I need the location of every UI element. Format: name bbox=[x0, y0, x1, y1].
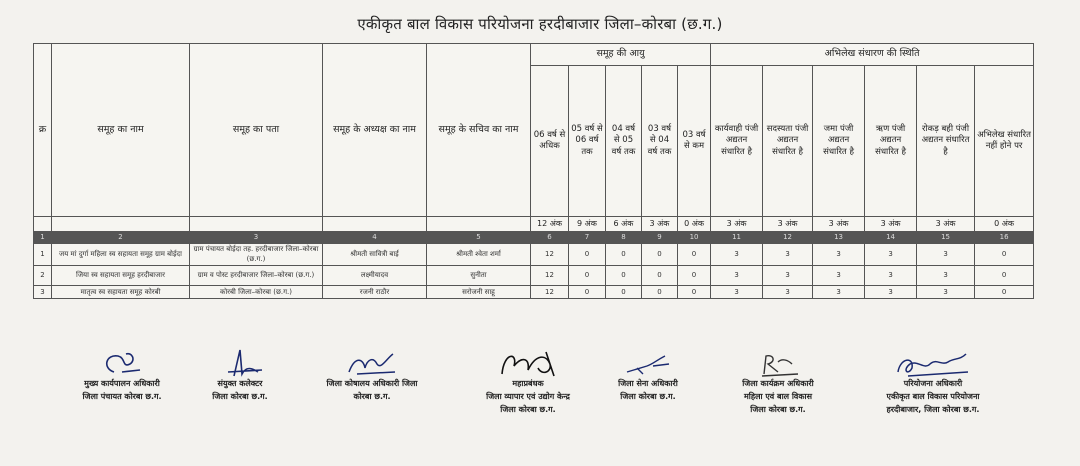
column-number: 14 bbox=[865, 232, 917, 244]
row-president: रजनी राठौर bbox=[323, 286, 427, 299]
signatory-designation: परियोजना अधिकारी bbox=[903, 379, 963, 388]
signatory-designation: महाप्रबंधक bbox=[512, 379, 544, 388]
signatory-district-army-officer bbox=[598, 348, 698, 404]
header-age-4-5: 04 वर्ष से 05 वर्ष तक bbox=[606, 66, 642, 217]
signatory-office: जिला कोरबा छ.ग. bbox=[620, 391, 676, 401]
header-secretary-name: समूह के सचिव का नाम bbox=[427, 44, 531, 217]
row-value: 3 bbox=[917, 286, 975, 299]
header-group-address: समूह का पता bbox=[190, 44, 323, 217]
row-value: 3 bbox=[865, 244, 917, 266]
row-group-name: जय मां दुर्गा महिला स्व सहायता समूह ग्राम बोईदा bbox=[52, 244, 190, 266]
signatory-designation: जिला कार्यक्रम अधिकारी bbox=[742, 379, 814, 388]
signatory-designation: संयुक्त कलेक्टर bbox=[217, 379, 263, 388]
handwritten-signature-icon bbox=[92, 348, 152, 378]
signatory-department: महिला एवं बाल विकास bbox=[743, 391, 813, 401]
signatory-office: कोरबा छ.ग. bbox=[353, 391, 391, 401]
row-president: श्रीमती सावित्री बाई bbox=[323, 244, 427, 266]
column-number: 11 bbox=[711, 232, 763, 244]
page-title: एकीकृत बाल विकास परियोजना हरदीबाजार जिला–कोरबा (छ.ग.) bbox=[357, 15, 723, 33]
row-sno: 1 bbox=[34, 244, 52, 266]
signatory-joint-collector bbox=[190, 348, 290, 404]
row-secretary: सुनीता bbox=[427, 266, 531, 286]
column-number: 5 bbox=[427, 232, 531, 244]
signatory-general-manager bbox=[458, 348, 598, 416]
row-value: 0 bbox=[569, 244, 606, 266]
column-number: 7 bbox=[569, 232, 606, 244]
row-value: 3 bbox=[865, 286, 917, 299]
row-value: 0 bbox=[642, 244, 678, 266]
header-cashbook-register: रोकड़ बही पंजी अद्यतन संधारित है bbox=[917, 66, 975, 217]
column-number: 6 bbox=[531, 232, 569, 244]
header-age-3-4: 03 वर्ष से 04 वर्ष तक bbox=[642, 66, 678, 217]
signatory-designation: जिला सेना अधिकारी bbox=[618, 379, 678, 388]
row-value: 0 bbox=[606, 244, 642, 266]
row-value: 0 bbox=[678, 266, 711, 286]
row-value: 3 bbox=[813, 266, 865, 286]
handwritten-signature-icon bbox=[613, 348, 683, 378]
signatory-office: जिला व्यापार एवं उद्योग केन्द्र bbox=[486, 391, 570, 401]
row-sno: 2 bbox=[34, 266, 52, 286]
marks-cell: 6 अंक bbox=[606, 217, 642, 232]
row-value: 0 bbox=[569, 286, 606, 299]
row-value: 0 bbox=[975, 286, 1034, 299]
handwritten-signature-icon bbox=[337, 348, 407, 378]
shg-register-table bbox=[33, 43, 1034, 299]
row-value: 0 bbox=[642, 286, 678, 299]
header-loan-register: ऋण पंजी अद्यतन संधारित है bbox=[865, 66, 917, 217]
column-number: 8 bbox=[606, 232, 642, 244]
handwritten-signature-icon bbox=[210, 348, 270, 378]
header-proceedings-register: कार्यवाही पंजी अद्यतन संधारित है bbox=[711, 66, 763, 217]
row-group-name: जिया स्व सहायता समूह हरदीबाजार bbox=[52, 266, 190, 286]
signatory-program-officer bbox=[718, 348, 838, 416]
row-value: 3 bbox=[917, 266, 975, 286]
table-row bbox=[34, 286, 1034, 299]
signatory-location: हरदीबाजार, जिला कोरबा छ.ग. bbox=[886, 404, 980, 414]
table-row bbox=[34, 266, 1034, 286]
row-value: 3 bbox=[865, 266, 917, 286]
signatory-designation: मुख्य कार्यपालन अधिकारी bbox=[84, 379, 160, 388]
row-value: 3 bbox=[711, 244, 763, 266]
signatory-designation: जिला कोषालय अधिकारी जिला bbox=[326, 379, 418, 388]
signatory-district: जिला कोरबा छ.ग. bbox=[750, 404, 806, 414]
row-value: 12 bbox=[531, 266, 569, 286]
row-value: 3 bbox=[763, 244, 813, 266]
header-deposit-register: जमा पंजी अद्यतन संधारित है bbox=[813, 66, 865, 217]
marks-cell: 3 अंक bbox=[917, 217, 975, 232]
row-value: 3 bbox=[763, 286, 813, 299]
row-value: 0 bbox=[975, 266, 1034, 286]
table-row bbox=[34, 244, 1034, 266]
column-number: 13 bbox=[813, 232, 865, 244]
handwritten-signature-icon bbox=[748, 348, 808, 378]
signatory-project: एकीकृत बाल विकास परियोजना bbox=[886, 391, 980, 401]
marks-row bbox=[34, 217, 1034, 232]
marks-cell: 3 अंक bbox=[813, 217, 865, 232]
marks-cell: 3 अंक bbox=[642, 217, 678, 232]
row-value: 12 bbox=[531, 286, 569, 299]
row-secretary: श्रीमती श्वेता शर्मा bbox=[427, 244, 531, 266]
header-records-not-kept: अभिलेख संधारित नहीं होने पर bbox=[975, 66, 1034, 217]
row-value: 3 bbox=[711, 266, 763, 286]
row-value: 0 bbox=[975, 244, 1034, 266]
column-number: 9 bbox=[642, 232, 678, 244]
row-president: लक्ष्मीयादव bbox=[323, 266, 427, 286]
row-value: 0 bbox=[678, 244, 711, 266]
row-group-address: ग्राम पंचायत बोईदा तह. हरदीबाजार जिला–कोरबा (छ.ग.) bbox=[190, 244, 323, 266]
header-president-name: समूह के अध्यक्ष का नाम bbox=[323, 44, 427, 217]
row-value: 3 bbox=[813, 244, 865, 266]
header-age-5-6: 05 वर्ष से 06 वर्ष तक bbox=[569, 66, 606, 217]
signatory-office: जिला पंचायत कोरबा छ.ग. bbox=[82, 391, 162, 401]
column-number: 15 bbox=[917, 232, 975, 244]
header-sno: क्र bbox=[34, 44, 52, 217]
header-age-under-3: 03 वर्ष से कम bbox=[678, 66, 711, 217]
marks-cell: 3 अंक bbox=[763, 217, 813, 232]
marks-cell: 9 अंक bbox=[569, 217, 606, 232]
row-secretary: सरोजनी साहू bbox=[427, 286, 531, 299]
column-number: 4 bbox=[323, 232, 427, 244]
row-group-address: कोरबी जिला–कोरबा (छ.ग.) bbox=[190, 286, 323, 299]
handwritten-signature-icon bbox=[888, 348, 978, 378]
row-value: 3 bbox=[917, 244, 975, 266]
column-number: 10 bbox=[678, 232, 711, 244]
signature-area bbox=[0, 348, 1080, 466]
row-value: 0 bbox=[678, 286, 711, 299]
header-group-age: समूह की आयु bbox=[531, 44, 711, 66]
signatory-office: जिला कोरबा छ.ग. bbox=[212, 391, 268, 401]
column-number: 2 bbox=[52, 232, 190, 244]
header-group-name: समूह का नाम bbox=[52, 44, 190, 217]
signatory-project-officer bbox=[848, 348, 1018, 416]
row-value: 0 bbox=[606, 266, 642, 286]
row-value: 3 bbox=[763, 266, 813, 286]
row-group-address: ग्राम व पोस्ट हरदीबाजार जिला–कोरबा (छ.ग.) bbox=[190, 266, 323, 286]
column-number: 1 bbox=[34, 232, 52, 244]
row-value: 12 bbox=[531, 244, 569, 266]
marks-cell: 0 अंक bbox=[678, 217, 711, 232]
row-value: 0 bbox=[606, 286, 642, 299]
row-value: 0 bbox=[569, 266, 606, 286]
column-number: 16 bbox=[975, 232, 1034, 244]
header-membership-register: सदस्यता पंजी अद्यतन संधारित है bbox=[763, 66, 813, 217]
column-number: 12 bbox=[763, 232, 813, 244]
marks-cell: 3 अंक bbox=[711, 217, 763, 232]
row-sno: 3 bbox=[34, 286, 52, 299]
signatory-treasury-officer bbox=[302, 348, 442, 404]
marks-cell: 12 अंक bbox=[531, 217, 569, 232]
row-value: 3 bbox=[711, 286, 763, 299]
row-value: 0 bbox=[642, 266, 678, 286]
signatory-district: जिला कोरबा छ.ग. bbox=[500, 404, 556, 414]
column-number: 3 bbox=[190, 232, 323, 244]
signatory-ceo bbox=[62, 348, 182, 404]
marks-cell: 0 अंक bbox=[975, 217, 1034, 232]
column-number-row bbox=[34, 232, 1034, 244]
header-record-status: अभिलेख संधारण की स्थिति bbox=[711, 44, 1034, 66]
marks-cell: 3 अंक bbox=[865, 217, 917, 232]
row-value: 3 bbox=[813, 286, 865, 299]
row-group-name: मातृत्व स्व सहायता समूह कोरबी bbox=[52, 286, 190, 299]
handwritten-signature-icon bbox=[488, 348, 568, 378]
header-age-over-6: 06 वर्ष से अधिक bbox=[531, 66, 569, 217]
